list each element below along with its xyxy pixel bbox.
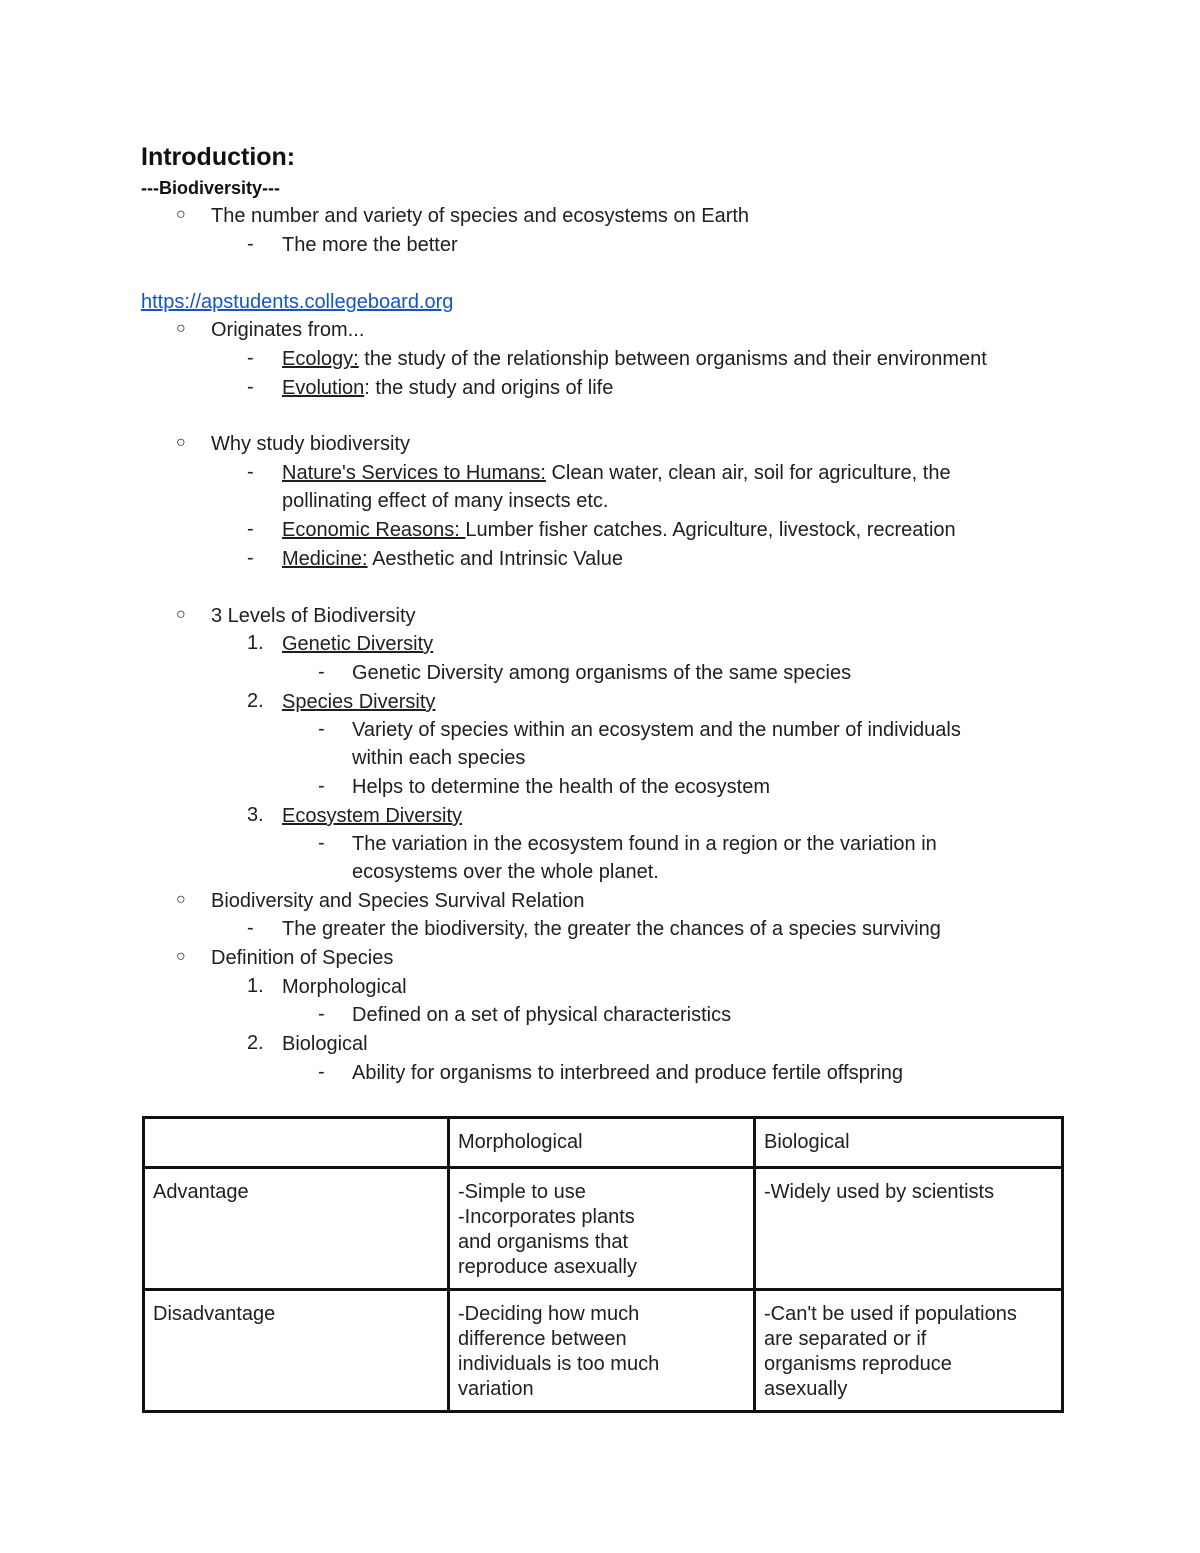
cell-line: -Can't be used if populations bbox=[764, 1303, 1017, 1325]
economic-reasons-term: Economic Reasons: bbox=[282, 519, 466, 541]
table-cell bbox=[755, 1290, 1063, 1412]
morphological-label: Morphological bbox=[282, 976, 407, 998]
why-title: Why study biodiversity bbox=[211, 433, 410, 455]
evolution-text: : the study and origins of life bbox=[364, 377, 614, 399]
morphological-desc: Defined on a set of physical characteristics bbox=[352, 1004, 732, 1026]
genetic-diversity-label: Genetic Diversity bbox=[282, 633, 434, 655]
bullet-circle: ○ bbox=[176, 206, 186, 223]
cell-line: -Widely used by scientists bbox=[764, 1181, 995, 1203]
biological-label: Biological bbox=[282, 1033, 368, 1055]
medicine-text: Aesthetic and Intrinsic Value bbox=[367, 548, 623, 570]
species-diversity-desc-cont: within each species bbox=[352, 747, 526, 769]
cell-line: -Incorporates plants bbox=[458, 1206, 635, 1228]
biodiversity-definition: The number and variety of species and ecosystems on Earth bbox=[211, 205, 750, 227]
row-label: Advantage bbox=[144, 1168, 449, 1290]
species-definition-title: Definition of Species bbox=[211, 947, 394, 969]
species-comparison-table bbox=[142, 1116, 1064, 1413]
biodiversity-note: The more the better bbox=[282, 234, 458, 256]
table-header-cell: Biological bbox=[755, 1118, 1063, 1168]
list-number: 3. bbox=[247, 804, 264, 826]
collegeboard-link[interactable]: https://apstudents.collegeboard.org bbox=[141, 291, 454, 313]
bullet-dash: - bbox=[247, 461, 254, 483]
ecology-item bbox=[282, 347, 987, 371]
list-number: 2. bbox=[247, 1032, 264, 1054]
cell-line: asexually bbox=[764, 1378, 848, 1400]
bullet-dash: - bbox=[318, 718, 325, 740]
cell-line: -Deciding how much bbox=[458, 1303, 640, 1325]
bullet-dash: - bbox=[247, 376, 254, 398]
bullet-circle: ○ bbox=[176, 891, 186, 908]
table-header-row bbox=[144, 1118, 1063, 1168]
cell-line: are separated or if bbox=[764, 1328, 927, 1350]
bullet-circle: ○ bbox=[176, 320, 186, 337]
table-header-cell: Morphological bbox=[449, 1118, 755, 1168]
economic-reasons-text: Lumber fisher catches. Agriculture, livestock, recreation bbox=[465, 519, 956, 541]
survival-text: The greater the biodiversity, the greater the chances of a species surviving bbox=[282, 918, 941, 940]
ecosystem-diversity-desc: The variation in the ecosystem found in a region or the variation in bbox=[352, 833, 937, 855]
bullet-circle: ○ bbox=[176, 606, 186, 623]
species-diversity-desc: Variety of species within an ecosystem and the number of individuals bbox=[352, 719, 961, 741]
bullet-circle: ○ bbox=[176, 434, 186, 451]
cell-line: individuals is too much bbox=[458, 1353, 660, 1375]
natures-services-term: Nature's Services to Humans: bbox=[282, 462, 546, 484]
ecosystem-diversity-label: Ecosystem Diversity bbox=[282, 805, 463, 827]
table-cell bbox=[449, 1168, 755, 1290]
bullet-dash: - bbox=[318, 661, 325, 683]
cell-line: variation bbox=[458, 1378, 534, 1400]
page-title: Introduction: bbox=[141, 143, 296, 171]
bullet-circle: ○ bbox=[176, 948, 186, 965]
bullet-dash: - bbox=[318, 775, 325, 797]
cell-line: difference between bbox=[458, 1328, 627, 1350]
species-diversity-health: Helps to determine the health of the ecosystem bbox=[352, 776, 771, 798]
section-heading: ---Biodiversity--- bbox=[141, 178, 280, 198]
economic-reasons-item bbox=[282, 518, 956, 542]
list-number: 2. bbox=[247, 690, 264, 712]
table-row bbox=[144, 1290, 1063, 1412]
evolution-term: Evolution bbox=[282, 377, 365, 399]
cell-line: organisms reproduce bbox=[764, 1353, 952, 1375]
biological-desc: Ability for organisms to interbreed and produce fertile offspring bbox=[352, 1062, 904, 1084]
cell-line: reproduce asexually bbox=[458, 1256, 637, 1278]
bullet-dash: - bbox=[247, 233, 254, 255]
table-row bbox=[144, 1168, 1063, 1290]
bullet-dash: - bbox=[247, 547, 254, 569]
table-header-cell bbox=[144, 1118, 449, 1168]
natures-services-text-cont: pollinating effect of many insects etc. bbox=[282, 490, 609, 512]
bullet-dash: - bbox=[247, 347, 254, 369]
cell-line: and organisms that bbox=[458, 1231, 629, 1253]
ecology-term: Ecology: bbox=[282, 348, 359, 370]
ecology-text: the study of the relationship between organisms and their environment bbox=[358, 348, 987, 370]
bullet-dash: - bbox=[247, 917, 254, 939]
levels-title: 3 Levels of Biodiversity bbox=[211, 605, 416, 627]
bullet-dash: - bbox=[318, 1061, 325, 1083]
cell-line: -Simple to use bbox=[458, 1181, 586, 1203]
species-diversity-label: Species Diversity bbox=[282, 691, 436, 713]
list-number: 1. bbox=[247, 632, 264, 654]
genetic-diversity-desc: Genetic Diversity among organisms of the same species bbox=[352, 662, 852, 684]
medicine-item bbox=[282, 547, 623, 571]
evolution-item bbox=[282, 376, 613, 400]
bullet-dash: - bbox=[247, 518, 254, 540]
bullet-dash: - bbox=[318, 832, 325, 854]
table-cell bbox=[449, 1290, 755, 1412]
survival-title: Biodiversity and Species Survival Relation bbox=[211, 890, 585, 912]
list-number: 1. bbox=[247, 975, 264, 997]
bullet-dash: - bbox=[318, 1003, 325, 1025]
natures-services-text: Clean water, clean air, soil for agriculture, the bbox=[545, 462, 951, 484]
row-label: Disadvantage bbox=[144, 1290, 449, 1412]
natures-services-item bbox=[282, 461, 951, 485]
table-cell bbox=[755, 1168, 1063, 1290]
medicine-term: Medicine: bbox=[282, 548, 368, 570]
ecosystem-diversity-desc-cont: ecosystems over the whole planet. bbox=[352, 861, 659, 883]
origins-title: Originates from... bbox=[211, 319, 365, 341]
